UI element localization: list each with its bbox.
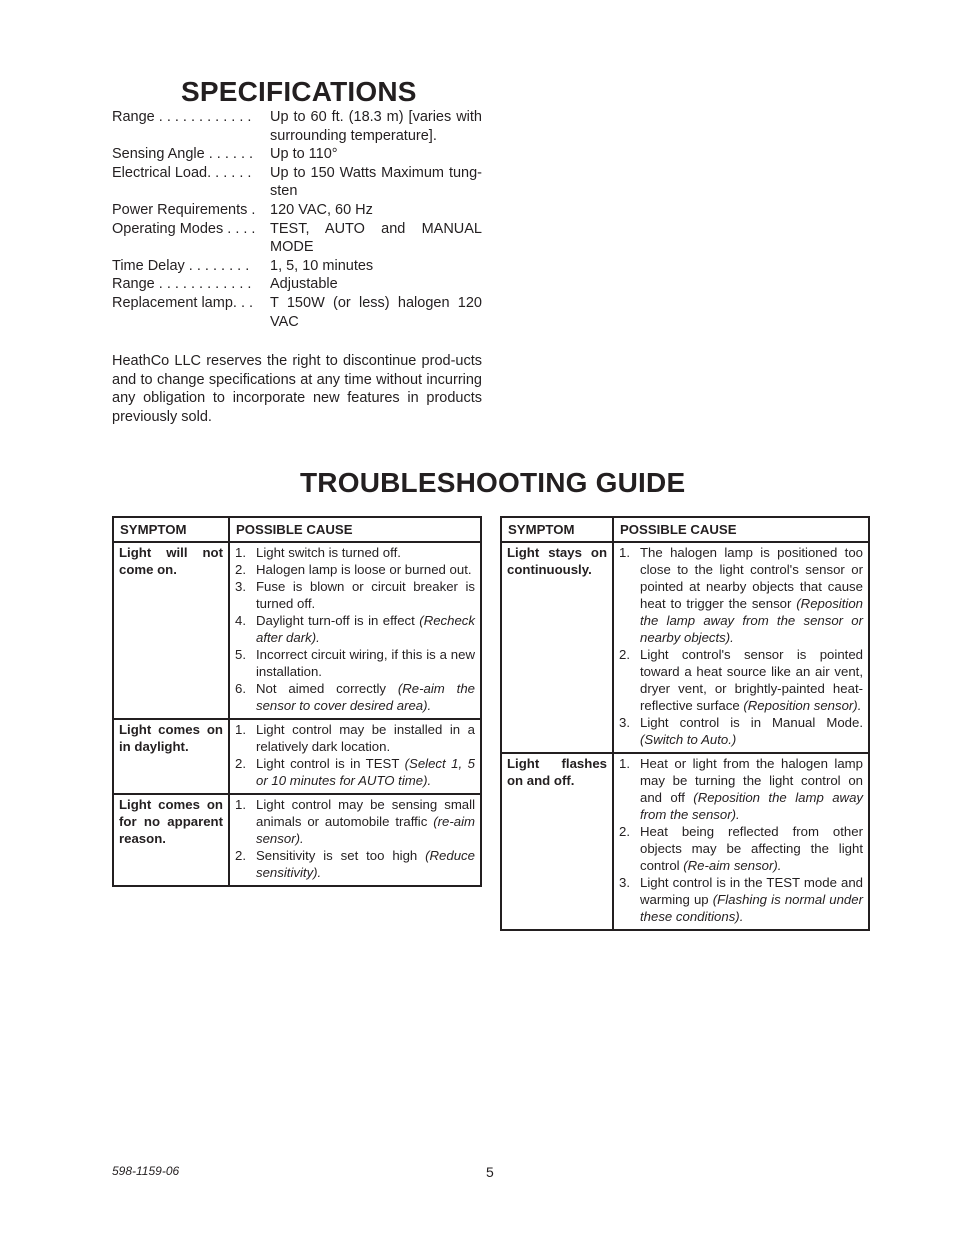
symptom-cell: Light will not come on. xyxy=(113,542,229,719)
cause-text-wrap xyxy=(256,721,475,755)
cause-number: 5. xyxy=(235,647,246,662)
cause-cell xyxy=(613,542,869,753)
spec-value: Adjustable xyxy=(270,276,338,293)
specifications-notice: HeathCo LLC reserves the right to discontinue prod-ucts and to change specifications at any time without incurring any obligation to incorporate new features in products previously sold. xyxy=(112,353,482,425)
cause-number: 2. xyxy=(235,562,246,577)
cause-note: (re-aim sensor). xyxy=(256,814,475,846)
cause-item xyxy=(619,755,863,823)
symptom-header: SYMPTOM xyxy=(501,517,613,542)
cause-text: Light control may be sensing small animals or automobile traffic xyxy=(256,797,475,829)
cause-note: (Reposition sensor). xyxy=(743,698,862,713)
symptom-cell: Light flashes on and off. xyxy=(501,753,613,930)
cause-text: Heat being reflected from other objects may be affecting the light control xyxy=(640,824,863,873)
troubleshooting-table-right xyxy=(500,516,870,931)
cause-text: Sensitivity is set too high xyxy=(256,848,418,863)
cause-item xyxy=(235,680,475,714)
cause-note: (Flashing is normal under these conditions). xyxy=(640,892,863,924)
cause-text-wrap xyxy=(640,714,863,748)
possible-cause-header: POSSIBLE CAUSE xyxy=(229,517,481,542)
cause-number: 1. xyxy=(235,722,246,737)
cause-item xyxy=(235,755,475,789)
cause-item xyxy=(619,646,863,714)
document-number: 598-1159-06 xyxy=(112,1164,180,1178)
cause-text-wrap xyxy=(640,874,863,925)
cause-number: 2. xyxy=(619,824,630,839)
spec-label: Range . . . . . . . . . . . . xyxy=(112,109,252,125)
spec-row-sensing-angle xyxy=(112,145,482,164)
cause-note: (Switch to Auto.) xyxy=(640,732,737,747)
cause-text-wrap xyxy=(256,755,475,789)
cause-text-wrap xyxy=(640,755,863,823)
cause-number: 2. xyxy=(235,756,246,771)
table-header-row xyxy=(113,517,481,542)
symptom-header: SYMPTOM xyxy=(113,517,229,542)
cause-item xyxy=(619,823,863,874)
cause-text-wrap xyxy=(256,612,475,646)
table-row xyxy=(113,794,481,886)
cause-number: 1. xyxy=(619,545,630,560)
cause-number: 1. xyxy=(235,797,246,812)
cause-text: Light switch is turned off. xyxy=(256,545,401,560)
cause-text-wrap xyxy=(256,646,475,680)
specifications-table xyxy=(112,108,482,331)
cause-text-wrap xyxy=(640,544,863,646)
table-row xyxy=(113,719,481,794)
cause-cell xyxy=(613,753,869,930)
spec-label: Power Requirements . xyxy=(112,201,256,218)
cause-list xyxy=(619,755,863,925)
cause-text: Light control is in TEST xyxy=(256,756,400,771)
cause-item xyxy=(235,612,475,646)
cause-note: (Select 1, 5 or 10 minutes for AUTO time). xyxy=(256,756,475,788)
cause-number: 3. xyxy=(235,579,246,594)
symptom-cell: Light comes on in daylight. xyxy=(113,719,229,794)
cause-cell xyxy=(229,542,481,719)
cause-cell xyxy=(229,794,481,886)
cause-text-wrap xyxy=(640,646,863,714)
spec-value: TEST, AUTO and MANUAL MODE xyxy=(270,220,482,256)
symptom-cell: Light comes on for no apparent reason. xyxy=(113,794,229,886)
cause-note: (Re-aim the sensor to cover desired area). xyxy=(256,681,475,713)
symptom-cell: Light stays on continuously. xyxy=(501,542,613,753)
table-row xyxy=(113,542,481,719)
cause-text-wrap xyxy=(256,578,475,612)
cause-number: 3. xyxy=(619,875,630,890)
spec-value: Up to 150 Watts Maximum tung-sten xyxy=(270,164,482,200)
cause-item xyxy=(235,796,475,847)
cause-text-wrap xyxy=(256,680,475,714)
cause-number: 6. xyxy=(235,681,246,696)
cause-number: 3. xyxy=(619,715,630,730)
spec-label: Time Delay . . . . . . . . xyxy=(112,257,250,274)
table-header-row xyxy=(501,517,869,542)
spec-value: T 150W (or less) halogen 120 VAC xyxy=(270,294,482,330)
table-row xyxy=(501,542,869,753)
cause-text: Heat or light from the halogen lamp may be turning the light control on and off xyxy=(640,756,863,805)
cause-item xyxy=(619,544,863,646)
cause-text: Fuse is blown or circuit breaker is turned off. xyxy=(256,579,475,611)
cause-list xyxy=(235,544,475,714)
cause-text: The halogen lamp is positioned too close to the light control's sensor or pointed at nearby objects that cause heat to trigger the sensor xyxy=(640,545,863,611)
cause-text-wrap xyxy=(256,544,475,561)
specifications-title: SPECIFICATIONS xyxy=(181,76,417,107)
cause-item xyxy=(235,646,475,680)
cause-note: (Reduce sensitivity). xyxy=(256,848,475,880)
cause-number: 4. xyxy=(235,613,246,628)
spec-row-operating-modes xyxy=(112,220,482,257)
cause-text: Light control's sensor is pointed toward a heat source like an air vent, dryer vent, or brightly-painted heat-reflective surface xyxy=(640,647,863,713)
cause-text-wrap xyxy=(256,561,475,578)
cause-text-wrap xyxy=(256,847,475,881)
spec-value: Up to 60 ft. (18.3 m) [varies with surrounding temperature]. xyxy=(270,109,482,144)
cause-text: Light control is in Manual Mode. xyxy=(640,715,863,730)
cause-item xyxy=(619,714,863,748)
cause-text: Light control is in the TEST mode and warming up xyxy=(640,875,863,907)
cause-note: (Recheck after dark). xyxy=(256,613,475,645)
spec-row-range-adjustable xyxy=(112,275,482,294)
cause-item xyxy=(235,544,475,561)
spec-label: Range . . . . . . . . . . . . xyxy=(112,276,252,293)
cause-cell xyxy=(229,719,481,794)
cause-item xyxy=(235,721,475,755)
spec-row-power-requirements xyxy=(112,201,482,220)
spec-label: Operating Modes . . . . xyxy=(112,220,256,237)
cause-text-wrap xyxy=(640,823,863,874)
cause-text: Halogen lamp is loose or burned out. xyxy=(256,562,472,577)
cause-text: Light control may be installed in a relatively dark location. xyxy=(256,722,475,754)
spec-row-replacement-lamp xyxy=(112,294,482,331)
spec-value: 120 VAC, 60 Hz xyxy=(270,201,373,218)
spec-label: Sensing Angle . . . . . . xyxy=(112,146,254,163)
spec-row-range xyxy=(112,108,482,145)
cause-list xyxy=(235,796,475,881)
cause-text-wrap xyxy=(256,796,475,847)
troubleshooting-title: TROUBLESHOOTING GUIDE xyxy=(300,467,686,498)
page-number: 5 xyxy=(486,1164,494,1180)
table-row xyxy=(501,753,869,930)
cause-number: 2. xyxy=(619,647,630,662)
cause-number: 2. xyxy=(235,848,246,863)
cause-note: (Re-aim sensor). xyxy=(683,858,782,873)
spec-label: Replacement lamp. . . xyxy=(112,294,254,311)
cause-list xyxy=(619,544,863,748)
cause-item xyxy=(619,874,863,925)
cause-list xyxy=(235,721,475,789)
cause-number: 1. xyxy=(619,756,630,771)
cause-item xyxy=(235,578,475,612)
possible-cause-header: POSSIBLE CAUSE xyxy=(613,517,869,542)
cause-text: Not aimed correctly xyxy=(256,681,387,696)
spec-value: 1, 5, 10 minutes xyxy=(270,257,374,274)
spec-row-electrical-load xyxy=(112,164,482,201)
spec-label: Electrical Load. . . . . . xyxy=(112,164,252,181)
cause-item xyxy=(235,847,475,881)
cause-note: (Reposition the lamp away from the sensor). xyxy=(640,790,863,822)
troubleshooting-table-left xyxy=(112,516,482,887)
spec-row-time-delay xyxy=(112,257,482,276)
cause-number: 1. xyxy=(235,545,246,560)
cause-text: Incorrect circuit wiring, if this is a new installation. xyxy=(256,647,475,679)
cause-item xyxy=(235,561,475,578)
cause-text: Daylight turn-off is in effect xyxy=(256,613,415,628)
cause-note: (Reposition the lamp away from the sensor or nearby objects). xyxy=(640,596,863,645)
spec-value: Up to 110° xyxy=(270,146,338,163)
